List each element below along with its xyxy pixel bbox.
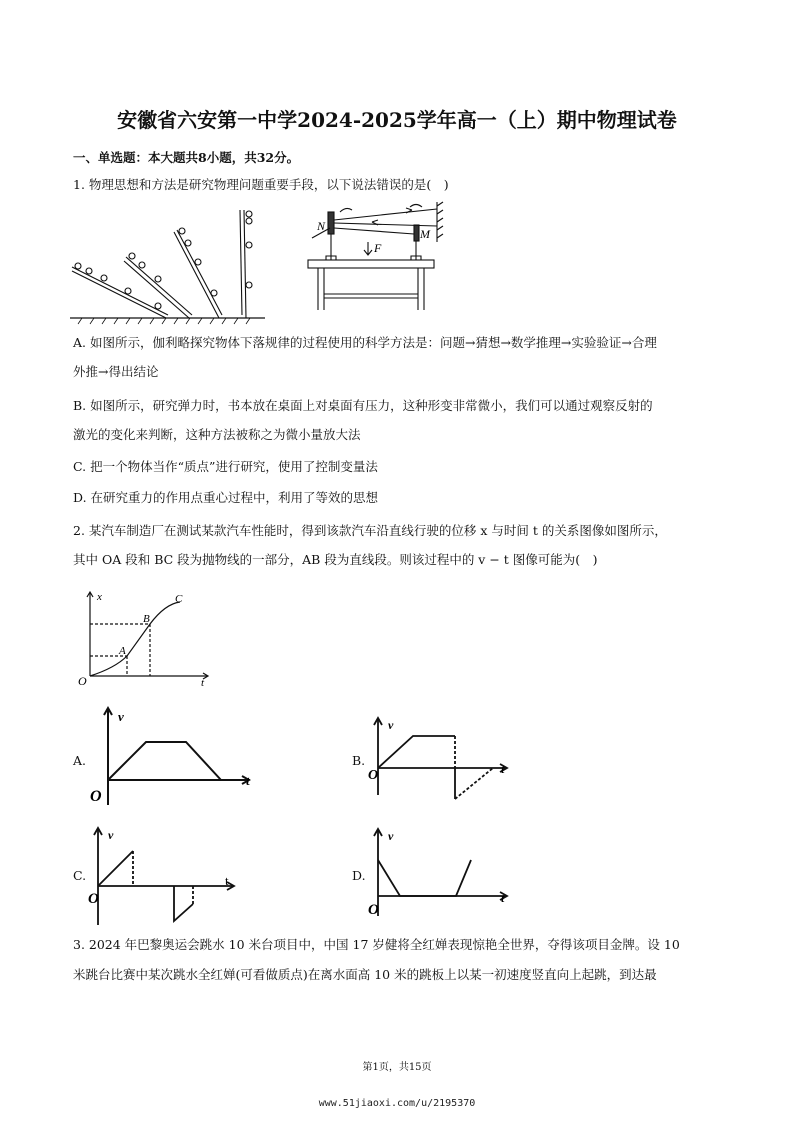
xt-label-t: t	[201, 677, 205, 688]
q1-option-b-line2: 激光的变化来判断，这种方法被称之为微小量放大法	[73, 427, 361, 442]
vt-b-label-v: v	[388, 718, 394, 732]
section-heading: 一、单选题：本大题共8小题，共32分。	[73, 150, 300, 165]
micro-deformation-figure	[300, 198, 450, 328]
page-title: 安徽省六安第一中学2024-2025学年高一（上）期中物理试卷	[117, 108, 677, 132]
xt-label-c: C	[175, 593, 183, 605]
q1-stem: 1. 物理思想和方法是研究物理问题重要手段，以下说法错误的是( )	[73, 177, 449, 192]
q1-option-c: C. 把一个物体当作“质点”进行研究，使用了控制变量法	[73, 459, 378, 474]
v-t-graph-c	[88, 825, 248, 930]
vt-b-label-o: O	[368, 768, 379, 783]
xt-label-b: B	[143, 613, 150, 625]
vt-a-label-t: t	[246, 773, 250, 788]
q1-option-b-line1: B. 如图所示，研究弹力时，书本放在桌面上对桌面有压力，这种形变非常微小，我们可以通过观察反射的	[73, 398, 653, 413]
q2-stem-line1: 2. 某汽车制造厂在测试某款汽车性能时，得到该款汽车沿直线行驶的位移 x 与时间 t 的关系图像如图所示，	[73, 523, 667, 538]
vt-d-label-o: O	[368, 902, 379, 918]
q1-option-a-line1: A. 如图所示，伽利略探究物体下落规律的过程使用的科学方法是：问题→猜想→数学推理→实验验证→合理	[73, 335, 657, 350]
xt-label-a: A	[119, 645, 126, 657]
vt-b-label-t: t	[501, 762, 505, 776]
q1-option-a-line2: 外推→得出结论	[73, 364, 159, 379]
label-m: M	[420, 227, 430, 241]
watermark: www.51jiaoxi.com/u/2195370	[318, 1098, 476, 1109]
v-t-graph-a	[88, 705, 258, 810]
x-t-graph	[75, 588, 215, 688]
q1-option-d: D. 在研究重力的作用点重心过程中，利用了等效的思想	[73, 490, 379, 505]
vt-c-label-v: v	[108, 828, 114, 842]
q3-line2: 米跳台比赛中某次跳水全红婵(可看做质点)在离水面高 10 米的跳板上以某一初速度竖直向上起跳，到达最	[73, 967, 657, 982]
q2-option-a-label: A.	[73, 753, 87, 768]
q2-stem-line2: 其中 OA 段和 BC 段为抛物线的一部分，AB 段为直线段。则该过程中的 v − t 图像可能为( )	[73, 552, 598, 567]
vt-d-label-v: v	[388, 829, 394, 843]
page-footer: 第1页，共15页	[362, 1062, 432, 1073]
q2-option-d-label: D.	[352, 868, 366, 883]
vt-d-label-t: t	[501, 891, 505, 905]
xt-label-o: O	[78, 674, 87, 688]
galileo-incline-figure	[70, 205, 270, 325]
vt-a-label-o: O	[90, 788, 102, 805]
label-f: F	[374, 241, 382, 255]
v-t-graph-b	[368, 715, 513, 805]
vt-a-label-v: v	[118, 709, 124, 724]
vt-c-label-t: t	[225, 873, 229, 888]
q2-option-b-label: B.	[352, 753, 366, 768]
vt-c-label-o: O	[88, 891, 99, 907]
q3-line1: 3. 2024 年巴黎奥运会跳水 10 米台项目中，中国 17 岁健将全红婵表现惊艳全世界，夺得该项目金牌。设 10	[73, 937, 680, 952]
q2-option-c-label: C.	[73, 868, 87, 883]
xt-label-x: x	[97, 591, 102, 603]
label-n: N	[317, 219, 326, 233]
v-t-graph-d	[368, 826, 513, 918]
